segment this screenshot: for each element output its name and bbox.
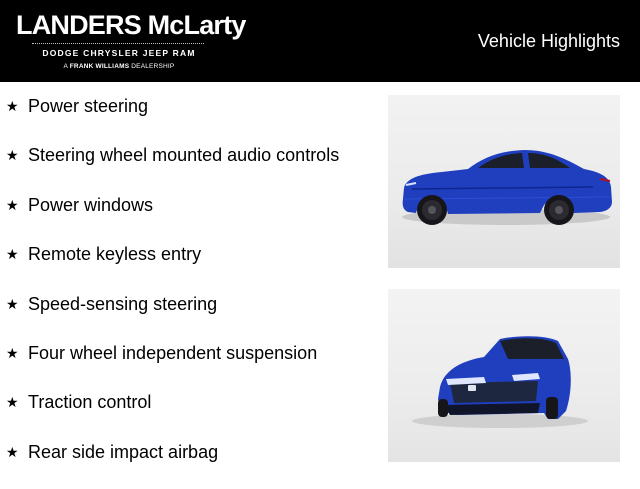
vehicle-photo-front[interactable]	[388, 289, 620, 462]
feature-label: Rear side impact airbag	[28, 441, 219, 462]
star-icon: ★	[6, 344, 19, 361]
feature-label: Traction control	[28, 392, 152, 413]
list-item	[6, 390, 376, 439]
logo-divider	[32, 43, 204, 44]
feature-label: Remote keyless entry	[28, 244, 202, 265]
feature-label: Power windows	[28, 194, 154, 215]
star-icon: ★	[6, 394, 19, 411]
feature-label: Speed-sensing steering	[28, 293, 218, 314]
star-icon: ★	[6, 246, 19, 263]
star-icon: ★	[6, 98, 19, 114]
list-item	[6, 94, 376, 143]
logo-brands: DODGE CHRYSLER JEEP RAM	[42, 48, 196, 58]
feature-label: Steering wheel mounted audio controls	[28, 145, 340, 166]
list-item	[6, 440, 376, 489]
dealer-logo[interactable]	[16, 8, 246, 74]
list-item	[6, 242, 376, 291]
star-icon: ★	[6, 147, 19, 164]
car-side-icon	[388, 95, 620, 268]
list-item	[6, 341, 376, 390]
star-icon: ★	[6, 196, 19, 213]
car-front-icon	[388, 289, 620, 462]
star-icon: ★	[6, 443, 19, 460]
vehicle-photo-side[interactable]	[388, 95, 620, 268]
logo-name: LANDERS McLarty	[16, 10, 246, 40]
feature-label: Power steering	[28, 96, 149, 116]
header-bar	[0, 0, 640, 82]
logo-tagline	[16, 63, 222, 70]
list-item	[6, 292, 376, 341]
logo-tagline-prefix: A	[63, 63, 68, 70]
page-title: Vehicle Highlights	[477, 31, 620, 51]
logo-tagline-suffix: DEALERSHIP	[131, 63, 175, 70]
feature-list	[6, 94, 376, 489]
logo-tagline-bold: FRANK WILLIAMS	[69, 63, 130, 70]
list-item	[6, 143, 376, 192]
list-item	[6, 193, 376, 242]
feature-label: Four wheel independent suspension	[28, 342, 318, 363]
star-icon: ★	[6, 295, 19, 312]
